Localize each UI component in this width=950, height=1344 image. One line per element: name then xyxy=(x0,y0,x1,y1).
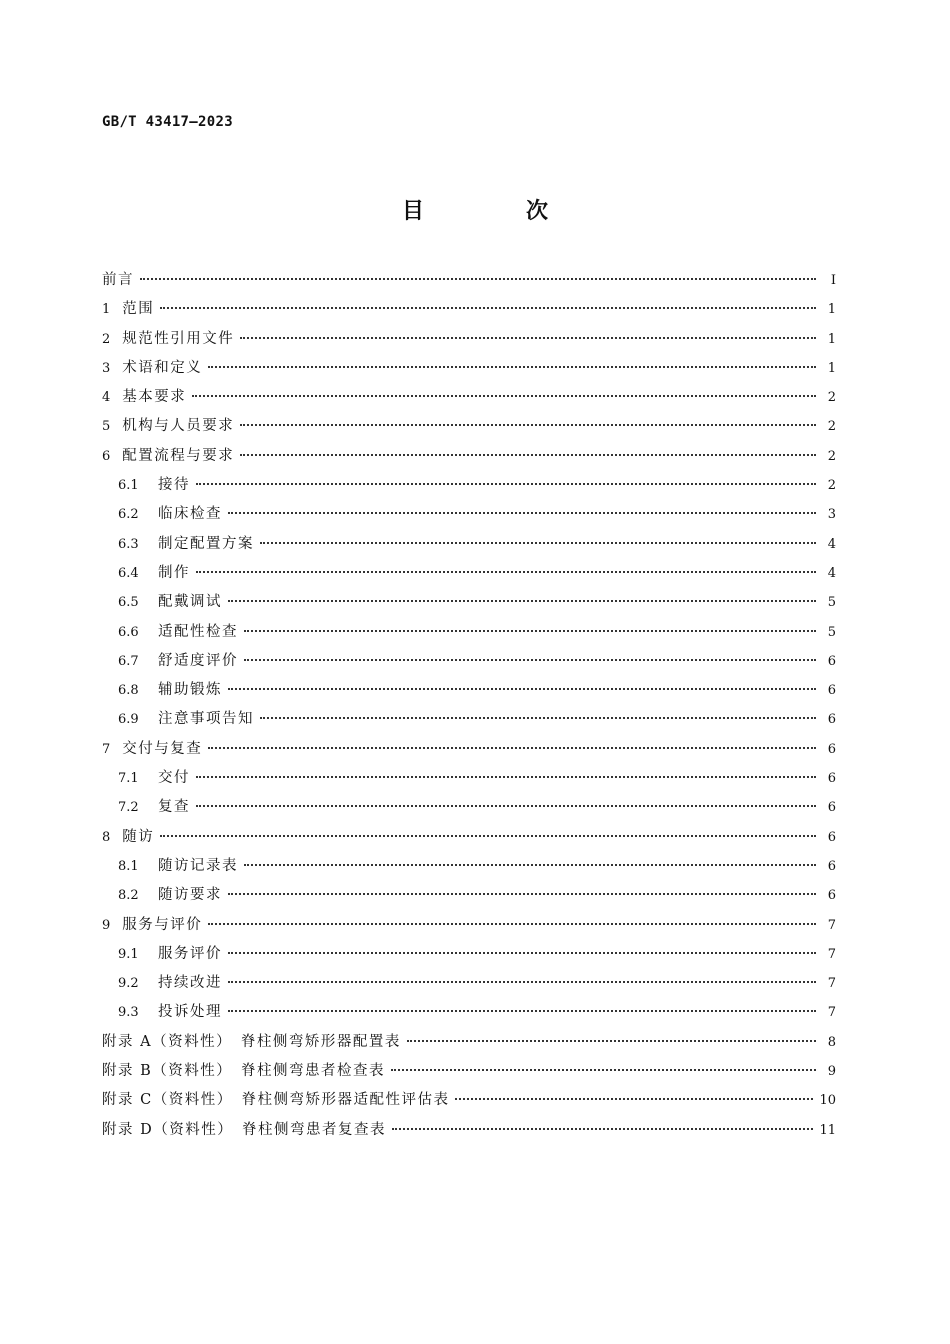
toc-entry-number: 7.2 xyxy=(118,800,139,816)
toc-entry[interactable] xyxy=(102,414,836,443)
toc-entry-page: 6 xyxy=(827,829,836,845)
toc-leader-dots xyxy=(407,1040,816,1042)
toc-entry-label: 附录 D（资料性） 脊柱侧弯患者复查表 xyxy=(102,1121,386,1138)
toc-entry-label: 术语和定义 xyxy=(122,359,203,376)
toc-entry-number: 6.5 xyxy=(118,595,139,611)
toc-entry-page: 9 xyxy=(827,1064,836,1080)
toc-leader-dots xyxy=(228,688,816,690)
toc-entry-number: 6.1 xyxy=(118,478,139,494)
toc-entry-page: 5 xyxy=(827,595,836,611)
toc-entry-page: 10 xyxy=(819,1093,836,1109)
toc-entry-number: 7 xyxy=(102,741,111,757)
toc-entry-label: 随访 xyxy=(122,828,155,845)
toc-entry-page: 11 xyxy=(819,1122,836,1138)
toc-entry[interactable] xyxy=(102,1030,836,1059)
toc-leader-dots xyxy=(240,454,816,456)
toc-entry-number: 6.4 xyxy=(118,565,139,581)
toc-entry-number: 6.2 xyxy=(118,507,139,523)
toc-entry-page: 1 xyxy=(827,360,836,376)
toc-entry[interactable] xyxy=(102,795,836,824)
toc-entry-page: 6 xyxy=(827,741,836,757)
toc-entry-number: 9.3 xyxy=(118,1005,139,1021)
toc-entry-label: 配戴调试 xyxy=(158,594,222,611)
toc-entry[interactable] xyxy=(102,473,836,502)
toc-entry-page: 2 xyxy=(827,419,836,435)
toc-entry-label: 制作 xyxy=(158,564,190,581)
toc-leader-dots xyxy=(260,717,816,719)
toc-entry-page: 2 xyxy=(827,390,836,406)
toc-entry-label: 规范性引用文件 xyxy=(122,330,235,347)
toc-entry-label: 随访记录表 xyxy=(158,857,238,874)
toc-entry[interactable] xyxy=(102,356,836,385)
toc-entry-page: 3 xyxy=(827,507,836,523)
toc-entry[interactable] xyxy=(102,766,836,795)
toc-leader-dots xyxy=(391,1069,816,1071)
toc-entry-number: 6.9 xyxy=(118,712,139,728)
toc-entry[interactable] xyxy=(102,971,836,1000)
toc-leader-dots xyxy=(208,923,816,925)
toc-entry-page: 6 xyxy=(827,771,836,787)
toc-entry[interactable] xyxy=(102,268,836,297)
toc-entry-number: 9.1 xyxy=(118,946,139,962)
toc-entry-number: 6.6 xyxy=(118,624,139,640)
toc-entry[interactable] xyxy=(102,1088,836,1117)
toc-leader-dots xyxy=(228,952,816,954)
toc-entry-page: 6 xyxy=(827,683,836,699)
toc-title: 目 次 xyxy=(401,198,588,224)
toc-leader-dots xyxy=(240,424,816,426)
toc-entry[interactable] xyxy=(102,854,836,883)
toc-entry[interactable] xyxy=(102,297,836,326)
toc-leader-dots xyxy=(196,483,816,485)
toc-entry-label: 持续改进 xyxy=(158,975,222,992)
toc-entry[interactable] xyxy=(102,561,836,590)
toc-entry-page: 6 xyxy=(827,888,836,904)
toc-entry-label: 服务与评价 xyxy=(122,916,203,933)
toc-leader-dots xyxy=(228,1010,816,1012)
toc-entry-label: 交付与复查 xyxy=(122,740,203,757)
toc-entry-label: 投诉处理 xyxy=(158,1004,222,1021)
toc-entry[interactable] xyxy=(102,444,836,473)
toc-entry[interactable] xyxy=(102,1059,836,1088)
toc-leader-dots xyxy=(228,512,816,514)
toc-entry-number: 9.2 xyxy=(118,976,139,992)
toc-entry-page: 6 xyxy=(827,800,836,816)
toc-entry-label: 接待 xyxy=(158,477,190,494)
toc-entry-label: 配置流程与要求 xyxy=(122,447,235,464)
toc-entry[interactable] xyxy=(102,649,836,678)
toc-entry-page: 4 xyxy=(827,536,836,552)
toc-leader-dots xyxy=(140,278,816,280)
toc-leader-dots xyxy=(455,1098,813,1100)
toc-entry[interactable] xyxy=(102,502,836,531)
toc-entry-number: 6.3 xyxy=(118,536,139,552)
toc-entry-page: 7 xyxy=(827,946,836,962)
toc-entry[interactable] xyxy=(102,1000,836,1029)
toc-leader-dots xyxy=(244,659,816,661)
toc-entry-number: 6 xyxy=(102,448,111,464)
toc-entry-page: 7 xyxy=(827,917,836,933)
toc-entry-label: 适配性检查 xyxy=(158,623,238,640)
toc-entry-page: 7 xyxy=(827,1005,836,1021)
toc-entry[interactable] xyxy=(102,532,836,561)
toc-leader-dots xyxy=(228,893,816,895)
toc-leader-dots xyxy=(196,571,816,573)
toc-entry[interactable] xyxy=(102,327,836,356)
toc-entry-label: 附录 C（资料性） 脊柱侧弯矫形器适配性评估表 xyxy=(102,1092,450,1109)
toc-leader-dots xyxy=(208,747,816,749)
toc-entry-page: 6 xyxy=(827,712,836,728)
toc-entry-label: 前言 xyxy=(102,272,134,288)
toc-leader-dots xyxy=(160,835,816,837)
toc-entry-page: 8 xyxy=(827,1034,836,1050)
toc-entry-number: 8.2 xyxy=(118,888,139,904)
toc-entry-label: 舒适度评价 xyxy=(158,652,238,669)
toc-entry-page: 6 xyxy=(827,858,836,874)
toc-entry[interactable] xyxy=(102,385,836,414)
toc-leader-dots xyxy=(160,307,816,309)
toc-entry[interactable] xyxy=(102,825,836,854)
toc-entry-label: 基本要求 xyxy=(122,389,187,406)
toc-leader-dots xyxy=(240,337,816,339)
toc-entry[interactable] xyxy=(102,913,836,942)
toc-leader-dots xyxy=(392,1128,813,1130)
document-code: GB/T 43417—2023 xyxy=(102,114,233,130)
toc-entry-number: 1 xyxy=(102,302,111,318)
toc-entry-number: 6.8 xyxy=(118,683,139,699)
toc-entry[interactable] xyxy=(102,942,836,971)
toc-entry-label: 辅助锻炼 xyxy=(158,682,222,699)
toc-entry-number: 3 xyxy=(102,360,111,376)
toc-entry-label: 范围 xyxy=(122,301,155,318)
toc-entry-label: 服务评价 xyxy=(158,945,222,962)
toc-entry-page: 5 xyxy=(827,624,836,640)
toc-leader-dots xyxy=(192,395,816,397)
toc-leader-dots xyxy=(228,981,816,983)
toc-leader-dots xyxy=(208,366,816,368)
toc-entry-page: 4 xyxy=(827,565,836,581)
toc-entry[interactable] xyxy=(102,678,836,707)
toc-entry-number: 5 xyxy=(102,419,111,435)
toc-entry-number: 4 xyxy=(102,390,111,406)
toc-entry-label: 机构与人员要求 xyxy=(122,418,235,435)
toc-leader-dots xyxy=(260,542,816,544)
toc-entry-label: 注意事项告知 xyxy=(158,711,254,728)
toc-entry-label: 附录 A（资料性） 脊柱侧弯矫形器配置表 xyxy=(102,1033,401,1050)
toc-leader-dots xyxy=(196,805,816,807)
toc-leader-dots xyxy=(228,600,816,602)
toc-entry-number: 9 xyxy=(102,917,111,933)
toc-entry-number: 6.7 xyxy=(118,653,139,669)
toc-entry[interactable] xyxy=(102,737,836,766)
toc-leader-dots xyxy=(196,776,816,778)
toc-entry[interactable] xyxy=(102,1118,836,1147)
table-of-contents xyxy=(102,268,836,1147)
toc-entry-page: 2 xyxy=(827,478,836,494)
toc-entry-label: 复查 xyxy=(158,799,190,816)
toc-entry-page: 7 xyxy=(827,976,836,992)
toc-entry-number: 8.1 xyxy=(118,858,139,874)
toc-entry-page: 1 xyxy=(827,302,836,318)
toc-entry-label: 临床检查 xyxy=(158,506,222,523)
toc-leader-dots xyxy=(244,864,816,866)
toc-entry-number: 2 xyxy=(102,331,111,347)
toc-entry-page: Ⅰ xyxy=(830,273,836,288)
toc-entry-number: 7.1 xyxy=(118,771,139,787)
toc-entry-label: 附录 B（资料性） 脊柱侧弯患者检查表 xyxy=(102,1063,386,1080)
toc-entry-label: 交付 xyxy=(158,770,190,787)
toc-entry-number: 8 xyxy=(102,829,111,845)
toc-entry-page: 2 xyxy=(827,448,836,464)
toc-entry-label: 制定配置方案 xyxy=(158,535,254,552)
toc-entry-page: 1 xyxy=(827,331,836,347)
toc-entry[interactable] xyxy=(102,590,836,619)
toc-leader-dots xyxy=(244,630,816,632)
toc-entry-page: 6 xyxy=(827,653,836,669)
toc-entry[interactable] xyxy=(102,707,836,736)
toc-entry-label: 随访要求 xyxy=(158,887,222,904)
toc-entry[interactable] xyxy=(102,883,836,912)
toc-entry[interactable] xyxy=(102,620,836,649)
